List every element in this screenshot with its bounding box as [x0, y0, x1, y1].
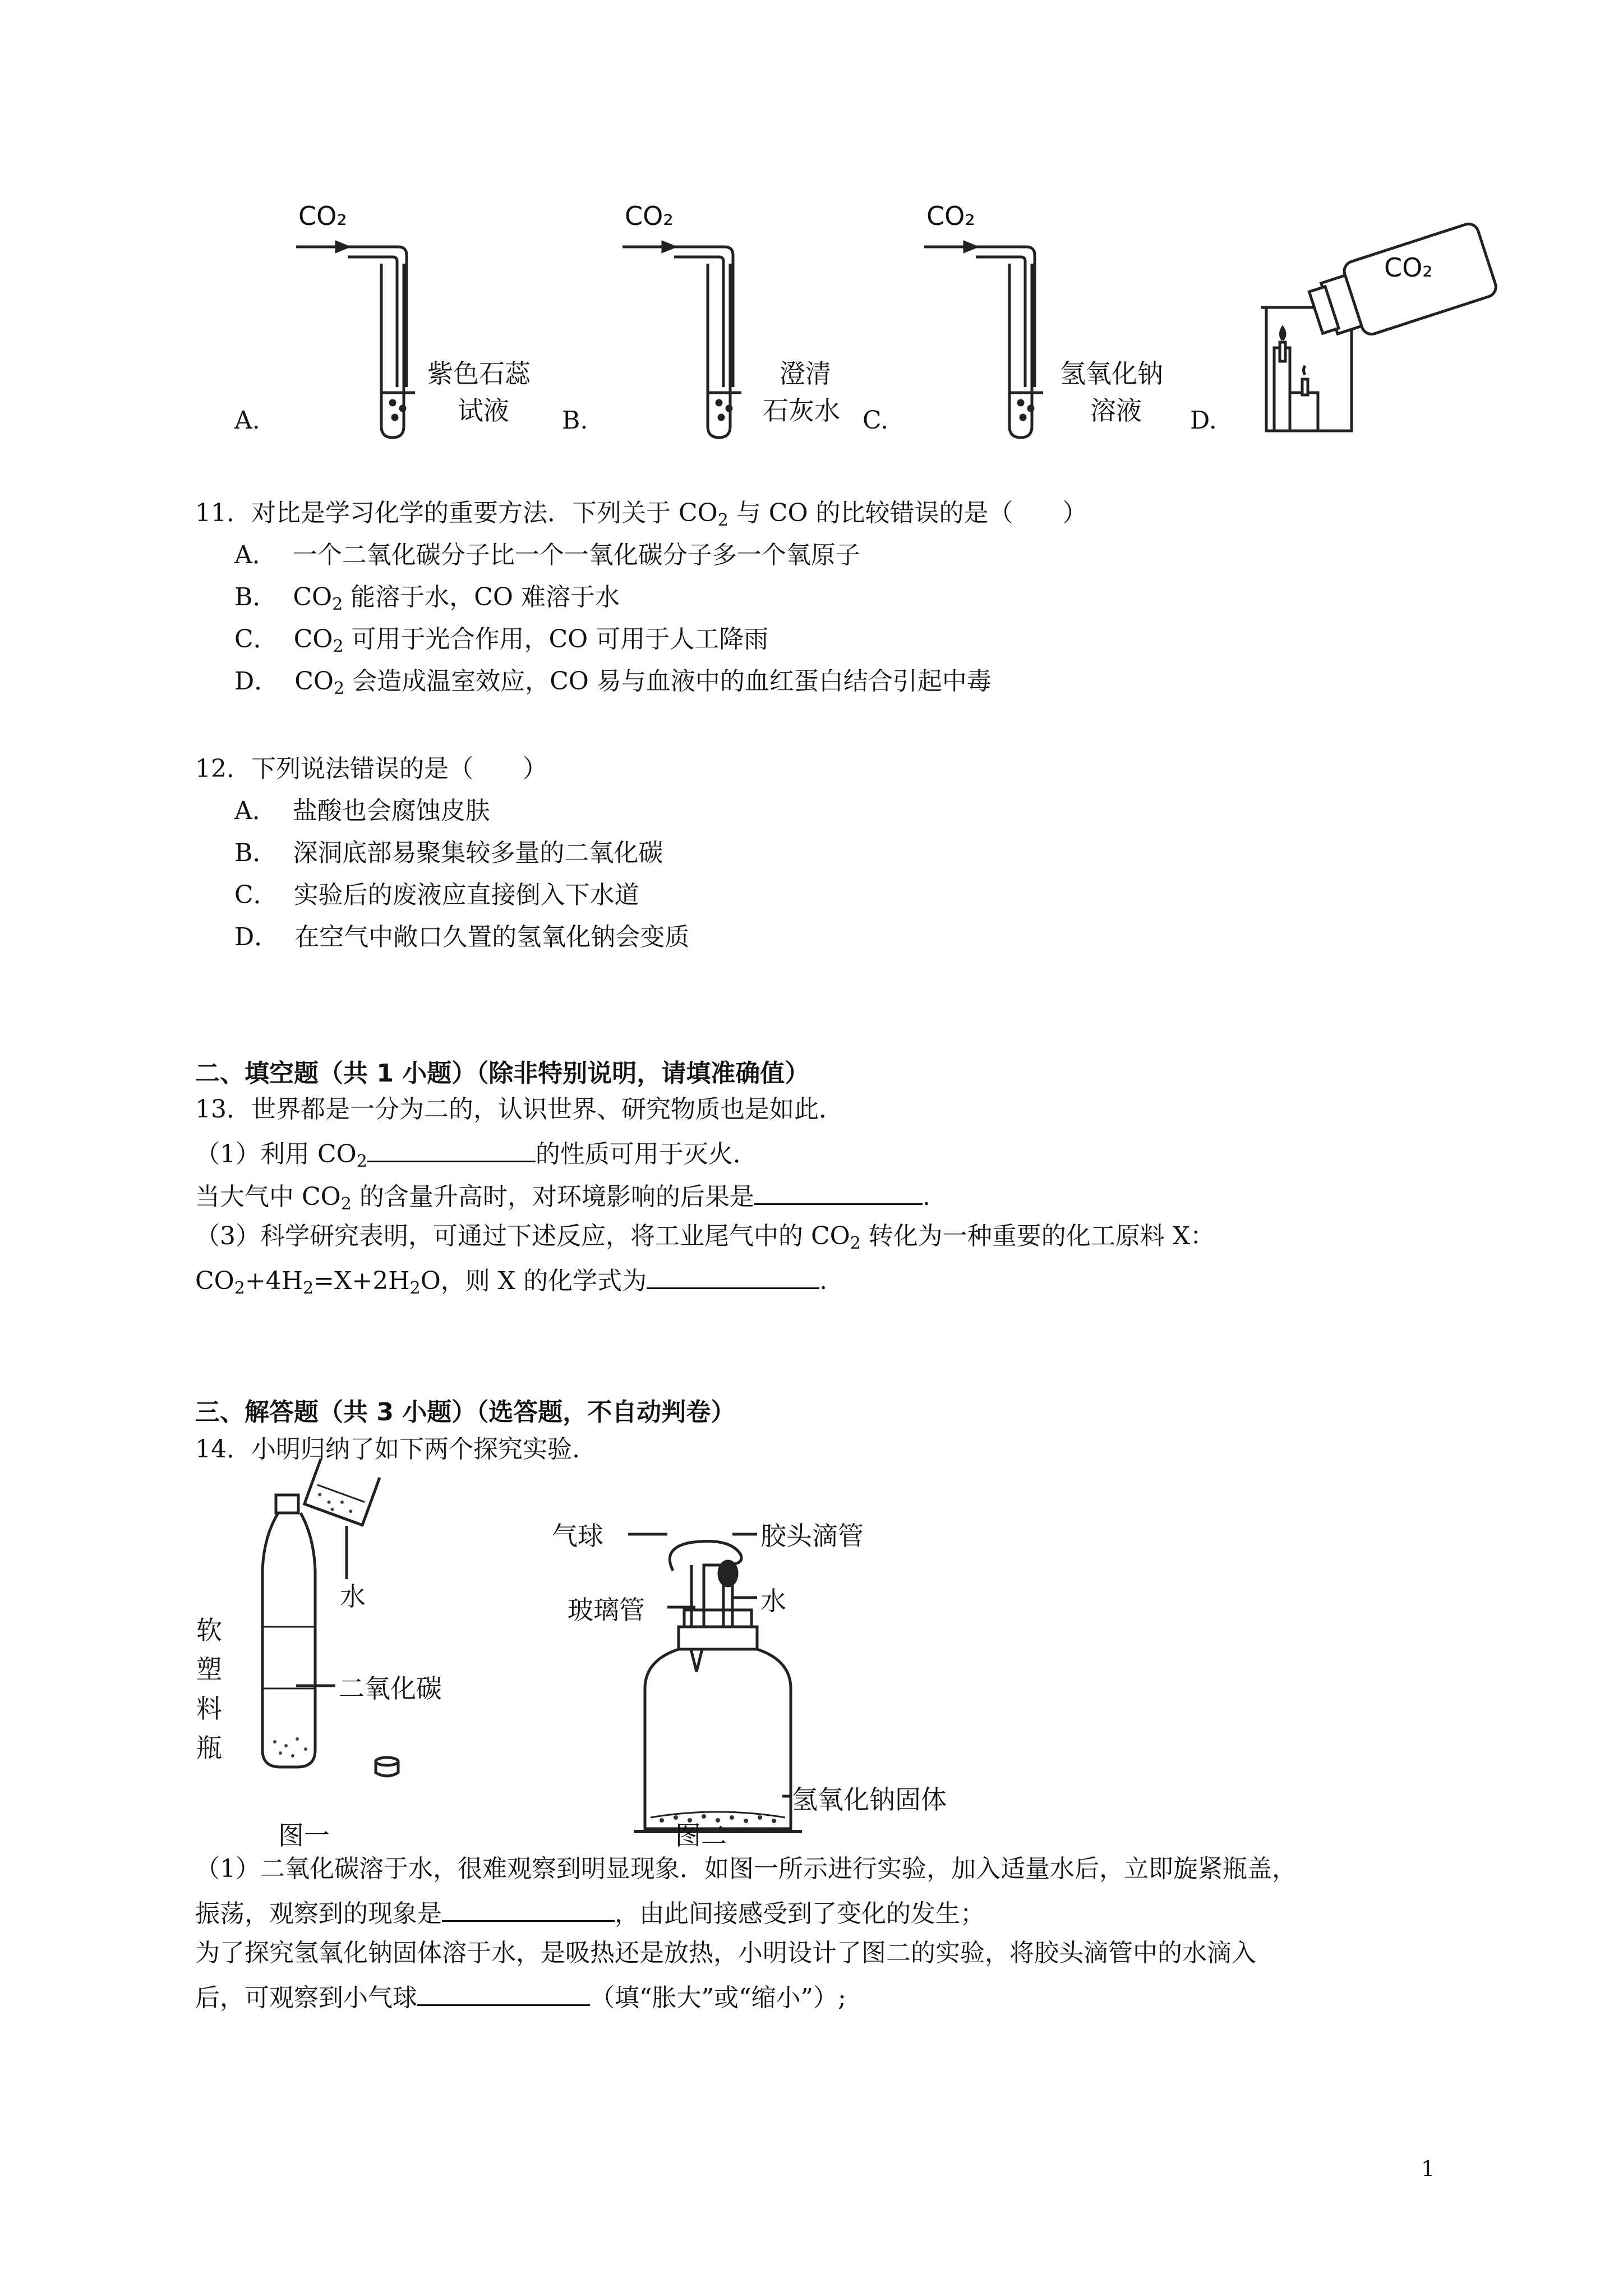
q13-stem: 13．世界都是一分为二的，认识世界、研究物质也是如此． [195, 1095, 843, 1124]
q11-option-b: B． $CO_2$ 能溶于水，CO 难溶于水 [234, 583, 620, 614]
figure-a-apparatus [296, 242, 416, 438]
q11-option-c: C． $CO_2$ 可用于光合作用，CO 可用于人工降雨 [234, 625, 769, 656]
figure2-balloon-label: 气球 [552, 1521, 603, 1551]
figure-b-co2-label: CO₂ [625, 201, 674, 231]
figure-c-letter: C. [863, 406, 889, 435]
q14-part2-blank[interactable] [417, 1980, 590, 2006]
figure-c-label-line1: 氢氧化钠 [1060, 358, 1163, 389]
figure-b-apparatus [623, 242, 741, 438]
figure-a-label-line2: 试液 [458, 395, 509, 426]
q12-stem: 12．下列说法错误的是（ ） [195, 754, 547, 783]
figure1-caption: 图一 [278, 1820, 330, 1851]
q14-part2-line2: 后，可观察到小气球 （填“胀大”或“缩小”）; [195, 1980, 846, 2014]
q13-equation: $CO_2+4H_2=X+2H_2O$，则 X 的化学式为 . [195, 1263, 827, 1297]
figure-b-label-line2: 石灰水 [763, 395, 840, 426]
figure1-bottle-label-1: 软 [196, 1615, 222, 1645]
q14-part2-line1: 为了探究氢氧化钠固体溶于水，是吸热还是放热，小明设计了图二的实验，将胶头滴管中的水滴入 [195, 1939, 1256, 1967]
figure2-dropper-label: 胶头滴管 [760, 1521, 864, 1551]
figure-a-letter: A. [234, 406, 260, 435]
figure2-caption: 图二 [675, 1820, 727, 1851]
figure-b-letter: B. [562, 406, 588, 435]
section2-heading: 二、填空题（共 1 小题）（除非特别说明，请填准确值） [195, 1059, 810, 1088]
figure1-bottle-label-3: 料 [196, 1694, 222, 1724]
page-number: 1 [1421, 2156, 1435, 2181]
figure2-glass-tube-label: 玻璃管 [568, 1595, 645, 1625]
figure-c-co2-label: CO₂ [926, 201, 975, 231]
figure-d-letter: D. [1190, 406, 1217, 435]
figure1-water-label: 水 [340, 1581, 366, 1612]
q12-option-a: A． 盐酸也会腐蚀皮肤 [234, 797, 490, 825]
figure-c-apparatus [924, 242, 1043, 438]
figure2-water-label: 水 [760, 1586, 786, 1616]
figure1-bottle-label-2: 塑 [196, 1654, 222, 1685]
q13-part1: （1）利用 $CO_2$ 的性质可用于灭火． [195, 1136, 758, 1170]
figure-a-co2-label: CO₂ [298, 201, 347, 231]
figure-a-label-line1: 紫色石蕊 [427, 358, 531, 389]
q14-part1-line1: （1）二氧化碳溶于水，很难观察到明显现象．如图一所示进行实验，加入适量水后，立即旋紧瓶盖， [195, 1855, 1297, 1883]
figure-b-label-line1: 澄清 [780, 358, 831, 389]
q13-part3-blank[interactable] [647, 1263, 819, 1289]
figure1-bottle-label-4: 瓶 [196, 1733, 222, 1763]
q12-option-b: B． 深洞底部易聚集较多量的二氧化碳 [234, 839, 663, 867]
q12-option-c: C． 实验后的废液应直接倒入下水道 [234, 881, 639, 909]
q11-stem: 11．对比是学习化学的重要方法．下列关于 $CO_2$ 与 CO 的比较错误的是（ ） [195, 499, 1087, 530]
q14-stem: 14．小明归纳了如下两个探究实验. [195, 1435, 580, 1464]
q13-part2-blank[interactable] [754, 1179, 923, 1205]
q13-part1-blank[interactable] [367, 1136, 536, 1162]
section3-heading: 三、解答题（共 3 小题）（选答题，不自动判卷） [195, 1398, 736, 1427]
figure1-co2-label: 二氧化碳 [339, 1673, 442, 1704]
figure1-bottle [262, 1458, 398, 1776]
q11-option-a: A． 一个二氧化碳分子比一个一氧化碳分子多一个氧原子 [234, 541, 860, 569]
q13-part2: 当大气中 $CO_2$ 的含量升高时，对环境影响的后果是 . [195, 1179, 930, 1213]
figure-c-label-line2: 溶液 [1090, 395, 1142, 426]
figure-d-co2-label: CO₂ [1384, 252, 1433, 283]
q14-part1-line2: 振荡，观察到的现象是 ，由此间接感受到了变化的发生； [195, 1895, 985, 1930]
figure2-naoh-label: 氢氧化钠固体 [792, 1784, 947, 1815]
q13-part3: （3）科学研究表明，可通过下述反应，将工业尾气中的 $CO_2$ 转化为一种重要的化工原料 X： [195, 1222, 1215, 1253]
figure2-flask [628, 1534, 802, 1832]
q12-option-d: D． 在空气中敞口久置的氢氧化钠会变质 [234, 923, 690, 951]
q11-option-d: D． $CO_2$ 会造成温室效应，CO 易与血液中的血红蛋白结合引起中毒 [234, 667, 992, 698]
figure-d-apparatus [1261, 222, 1498, 431]
q14-part1-blank[interactable] [442, 1895, 615, 1922]
